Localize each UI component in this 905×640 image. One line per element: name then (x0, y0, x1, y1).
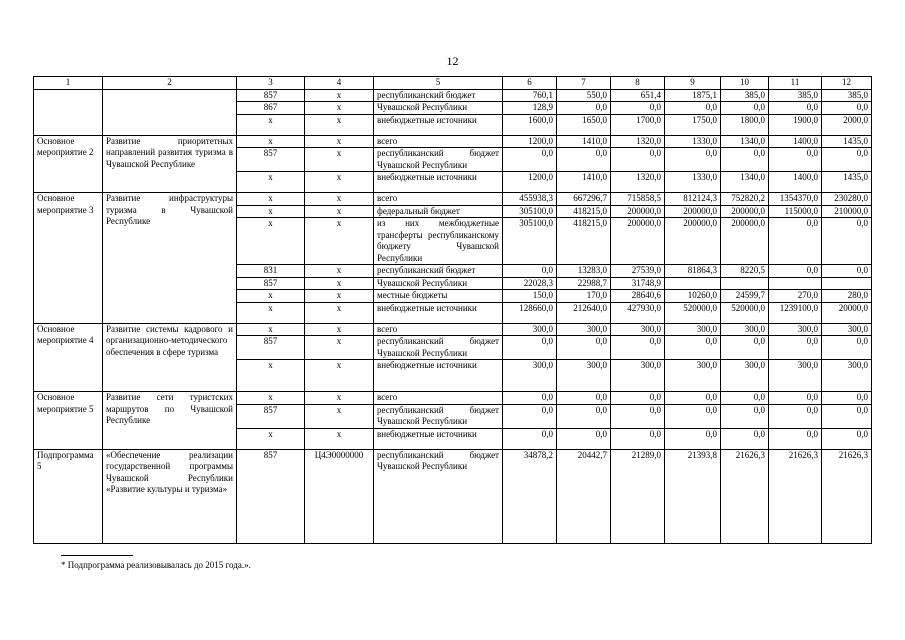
code-cell: x (237, 193, 305, 206)
value-cell: 0,0 (822, 265, 872, 278)
value-cell: 0,0 (822, 218, 872, 265)
value-cell: 1330,0 (665, 172, 721, 193)
value-cell: 200000,0 (721, 218, 769, 265)
value-cell: 1900,0 (769, 114, 822, 135)
value-cell: 128660,0 (503, 302, 557, 323)
value-cell (822, 277, 872, 290)
value-cell: 22988,7 (557, 277, 611, 290)
source-cell: из них межбюджетные трансферты республиканскому бюджету Чувашской Республики (374, 218, 503, 265)
code-cell: x (237, 323, 305, 336)
header-cell: 9 (665, 77, 721, 90)
value-cell: 0,0 (557, 336, 611, 360)
value-cell: 81864,3 (665, 265, 721, 278)
source-cell: республиканский бюджет Чувашской Республики (374, 404, 503, 428)
value-cell: 115000,0 (769, 205, 822, 218)
value-cell: 300,0 (721, 323, 769, 336)
value-cell: 1320,0 (611, 172, 665, 193)
value-cell (665, 277, 721, 290)
value-cell: 200000,0 (721, 205, 769, 218)
value-cell: 300,0 (503, 323, 557, 336)
table-row (34, 392, 872, 405)
value-cell: 210000,0 (822, 205, 872, 218)
event-cell: Основное мероприятие 2 (34, 135, 103, 193)
value-cell: 1410,0 (557, 172, 611, 193)
value-cell: 300,0 (822, 360, 872, 392)
table-row (34, 89, 872, 102)
code-cell: x (237, 290, 305, 303)
value-cell: 300,0 (721, 360, 769, 392)
value-cell: 0,0 (557, 392, 611, 405)
header-cell: 4 (305, 77, 374, 90)
footnote: * Подпрограмма реализовывалась до 2015 года.». (61, 560, 251, 570)
value-cell: 300,0 (557, 323, 611, 336)
value-cell: 520000,0 (665, 302, 721, 323)
title-cell: «Обеспечение реализации государственной программы Чувашской Республики «Развитие культуры и туризма» (103, 449, 237, 543)
kbk-cell: x (305, 277, 374, 290)
kbk-cell: x (305, 148, 374, 172)
value-cell: 0,0 (769, 102, 822, 115)
source-cell: внебюджетные источники (374, 114, 503, 135)
value-cell: 651,4 (611, 89, 665, 102)
value-cell: 418215,0 (557, 218, 611, 265)
value-cell: 0,0 (503, 404, 557, 428)
value-cell: 0,0 (611, 102, 665, 115)
code-cell: x (237, 360, 305, 392)
value-cell: 0,0 (769, 336, 822, 360)
value-cell (769, 277, 822, 290)
value-cell: 2000,0 (822, 114, 872, 135)
value-cell: 300,0 (611, 323, 665, 336)
kbk-cell: Ц4Э0000000 (305, 449, 374, 543)
value-cell: 0,0 (665, 428, 721, 449)
value-cell: 0,0 (769, 218, 822, 265)
kbk-cell: x (305, 290, 374, 303)
value-cell: 0,0 (503, 148, 557, 172)
kbk-cell: x (305, 114, 374, 135)
code-cell: 857 (237, 404, 305, 428)
source-cell: внебюджетные источники (374, 428, 503, 449)
value-cell: 0,0 (822, 428, 872, 449)
code-cell: 857 (237, 277, 305, 290)
value-cell: 200000,0 (611, 218, 665, 265)
value-cell: 200000,0 (665, 218, 721, 265)
event-cell: Основное мероприятие 3 (34, 193, 103, 324)
page-number: 12 (446, 54, 459, 68)
value-cell: 1800,0 (721, 114, 769, 135)
source-cell: Чувашской Республики (374, 277, 503, 290)
value-cell: 520000,0 (721, 302, 769, 323)
value-cell: 550,0 (557, 89, 611, 102)
header-cell: 6 (503, 77, 557, 90)
value-cell: 1340,0 (721, 135, 769, 148)
value-cell: 0,0 (503, 428, 557, 449)
value-cell: 22028,3 (503, 277, 557, 290)
kbk-cell: x (305, 302, 374, 323)
title-cell: Развитие сети туристских маршрутов по Чувашской Республике (103, 392, 237, 450)
value-cell: 21626,3 (769, 449, 822, 543)
value-cell: 0,0 (721, 102, 769, 115)
value-cell: 34878,2 (503, 449, 557, 543)
value-cell: 1400,0 (769, 135, 822, 148)
kbk-cell: x (305, 360, 374, 392)
code-cell: x (237, 135, 305, 148)
value-cell: 20000,0 (822, 302, 872, 323)
value-cell: 1400,0 (769, 172, 822, 193)
value-cell: 0,0 (721, 392, 769, 405)
kbk-cell: x (305, 336, 374, 360)
source-cell: всего (374, 193, 503, 206)
value-cell: 21289,0 (611, 449, 665, 543)
value-cell: 0,0 (769, 148, 822, 172)
code-cell: 857 (237, 148, 305, 172)
table-row (34, 193, 872, 206)
value-cell: 0,0 (611, 404, 665, 428)
value-cell: 0,0 (557, 404, 611, 428)
source-cell: республиканский бюджет Чувашской Республики (374, 148, 503, 172)
value-cell: 200000,0 (665, 205, 721, 218)
value-cell: 385,0 (721, 89, 769, 102)
value-cell: 270,0 (769, 290, 822, 303)
title-cell (103, 89, 237, 135)
value-cell: 0,0 (721, 336, 769, 360)
value-cell: 1200,0 (503, 172, 557, 193)
kbk-cell: x (305, 193, 374, 206)
value-cell: 0,0 (503, 336, 557, 360)
source-cell: всего (374, 135, 503, 148)
value-cell: 0,0 (611, 428, 665, 449)
value-cell: 305100,0 (503, 218, 557, 265)
kbk-cell: x (305, 265, 374, 278)
table-header-row (34, 77, 872, 90)
event-cell: Основное мероприятие 5 (34, 392, 103, 450)
value-cell: 300,0 (557, 360, 611, 392)
kbk-cell: x (305, 89, 374, 102)
value-cell: 128,9 (503, 102, 557, 115)
value-cell: 200000,0 (611, 205, 665, 218)
kbk-cell: x (305, 323, 374, 336)
kbk-cell: x (305, 172, 374, 193)
code-cell: x (237, 218, 305, 265)
kbk-cell: x (305, 205, 374, 218)
value-cell: 13283,0 (557, 265, 611, 278)
value-cell: 0,0 (822, 148, 872, 172)
value-cell: 0,0 (557, 148, 611, 172)
value-cell: 10260,0 (665, 290, 721, 303)
source-cell: федеральный бюджет (374, 205, 503, 218)
header-cell: 8 (611, 77, 665, 90)
value-cell: 150,0 (503, 290, 557, 303)
kbk-cell: x (305, 392, 374, 405)
value-cell: 418215,0 (557, 205, 611, 218)
code-cell: x (237, 302, 305, 323)
value-cell: 20442,7 (557, 449, 611, 543)
value-cell (721, 277, 769, 290)
value-cell: 0,0 (769, 392, 822, 405)
value-cell: 305100,0 (503, 205, 557, 218)
value-cell: 8220,5 (721, 265, 769, 278)
value-cell: 0,0 (665, 392, 721, 405)
header-cell: 2 (103, 77, 237, 90)
source-cell: внебюджетные источники (374, 360, 503, 392)
value-cell: 1239100,0 (769, 302, 822, 323)
value-cell: 0,0 (503, 265, 557, 278)
value-cell: 455938,3 (503, 193, 557, 206)
budget-table (33, 76, 872, 544)
value-cell: 300,0 (611, 360, 665, 392)
code-cell: 857 (237, 449, 305, 543)
value-cell: 0,0 (822, 336, 872, 360)
value-cell: 0,0 (557, 428, 611, 449)
value-cell: 0,0 (769, 428, 822, 449)
code-cell: x (237, 205, 305, 218)
header-cell: 12 (822, 77, 872, 90)
code-cell: 831 (237, 265, 305, 278)
title-cell: Развитие инфраструктуры туризма в Чувашской Республике (103, 193, 237, 324)
value-cell: 427930,0 (611, 302, 665, 323)
value-cell: 21626,3 (822, 449, 872, 543)
source-cell: внебюджетные источники (374, 302, 503, 323)
value-cell: 300,0 (665, 323, 721, 336)
header-cell: 1 (34, 77, 103, 90)
event-cell: Основное мероприятие 4 (34, 323, 103, 392)
value-cell: 1200,0 (503, 135, 557, 148)
value-cell: 667296,7 (557, 193, 611, 206)
value-cell: 24599,7 (721, 290, 769, 303)
table-row (34, 135, 872, 148)
source-cell: местные бюджеты (374, 290, 503, 303)
value-cell: 1435,0 (822, 135, 872, 148)
source-cell: всего (374, 392, 503, 405)
value-cell: 715858,5 (611, 193, 665, 206)
value-cell: 31748,9 (611, 277, 665, 290)
value-cell: 0,0 (822, 404, 872, 428)
value-cell: 27539,0 (611, 265, 665, 278)
source-cell: всего (374, 323, 503, 336)
title-cell: Развитие системы кадрового и организационно-методического обеспечения в сфере туризма (103, 323, 237, 392)
value-cell: 0,0 (822, 102, 872, 115)
value-cell: 1650,0 (557, 114, 611, 135)
value-cell: 300,0 (822, 323, 872, 336)
header-cell: 3 (237, 77, 305, 90)
value-cell: 0,0 (611, 336, 665, 360)
value-cell: 300,0 (769, 323, 822, 336)
kbk-cell: x (305, 102, 374, 115)
code-cell: x (237, 428, 305, 449)
header-cell: 10 (721, 77, 769, 90)
value-cell: 0,0 (822, 392, 872, 405)
code-cell: x (237, 114, 305, 135)
value-cell: 280,0 (822, 290, 872, 303)
value-cell: 0,0 (665, 148, 721, 172)
value-cell: 0,0 (611, 392, 665, 405)
kbk-cell: x (305, 218, 374, 265)
value-cell: 385,0 (822, 89, 872, 102)
source-cell: республиканский бюджет (374, 89, 503, 102)
value-cell: 300,0 (665, 360, 721, 392)
kbk-cell: x (305, 135, 374, 148)
value-cell: 21626,3 (721, 449, 769, 543)
title-cell: Развитие приоритетных направлений развития туризма в Чувашской Республике (103, 135, 237, 193)
value-cell: 760,1 (503, 89, 557, 102)
value-cell: 230280,0 (822, 193, 872, 206)
value-cell: 1600,0 (503, 114, 557, 135)
value-cell: 300,0 (503, 360, 557, 392)
value-cell: 812124,3 (665, 193, 721, 206)
value-cell: 1875,1 (665, 89, 721, 102)
value-cell: 0,0 (503, 392, 557, 405)
event-cell: Подпрограмма 5 (34, 449, 103, 543)
source-cell: республиканский бюджет Чувашской Республики (374, 449, 503, 543)
code-cell: 857 (237, 89, 305, 102)
value-cell: 1354370,0 (769, 193, 822, 206)
event-cell (34, 89, 103, 135)
value-cell: 385,0 (769, 89, 822, 102)
code-cell: x (237, 392, 305, 405)
table-row (34, 449, 872, 543)
value-cell: 212640,0 (557, 302, 611, 323)
source-cell: республиканский бюджет Чувашской Республики (374, 336, 503, 360)
value-cell: 0,0 (665, 336, 721, 360)
value-cell: 752820,2 (721, 193, 769, 206)
value-cell: 0,0 (665, 102, 721, 115)
value-cell: 1435,0 (822, 172, 872, 193)
value-cell: 0,0 (611, 148, 665, 172)
kbk-cell: x (305, 404, 374, 428)
kbk-cell: x (305, 428, 374, 449)
value-cell: 1410,0 (557, 135, 611, 148)
source-cell: республиканский бюджет (374, 265, 503, 278)
value-cell: 21393,8 (665, 449, 721, 543)
value-cell: 0,0 (721, 404, 769, 428)
source-cell: Чувашской Республики (374, 102, 503, 115)
value-cell: 300,0 (769, 360, 822, 392)
source-cell: внебюджетные источники (374, 172, 503, 193)
value-cell: 0,0 (721, 148, 769, 172)
value-cell: 170,0 (557, 290, 611, 303)
header-cell: 7 (557, 77, 611, 90)
header-cell: 5 (374, 77, 503, 90)
value-cell: 1750,0 (665, 114, 721, 135)
code-cell: x (237, 172, 305, 193)
footnote-separator (61, 555, 133, 556)
value-cell: 1330,0 (665, 135, 721, 148)
value-cell: 28640,6 (611, 290, 665, 303)
value-cell: 0,0 (665, 404, 721, 428)
value-cell: 0,0 (769, 404, 822, 428)
code-cell: 867 (237, 102, 305, 115)
table-row (34, 323, 872, 336)
value-cell: 1320,0 (611, 135, 665, 148)
header-cell: 11 (769, 77, 822, 90)
value-cell: 0,0 (769, 265, 822, 278)
value-cell: 0,0 (557, 102, 611, 115)
value-cell: 0,0 (721, 428, 769, 449)
value-cell: 1340,0 (721, 172, 769, 193)
value-cell: 1700,0 (611, 114, 665, 135)
code-cell: 857 (237, 336, 305, 360)
